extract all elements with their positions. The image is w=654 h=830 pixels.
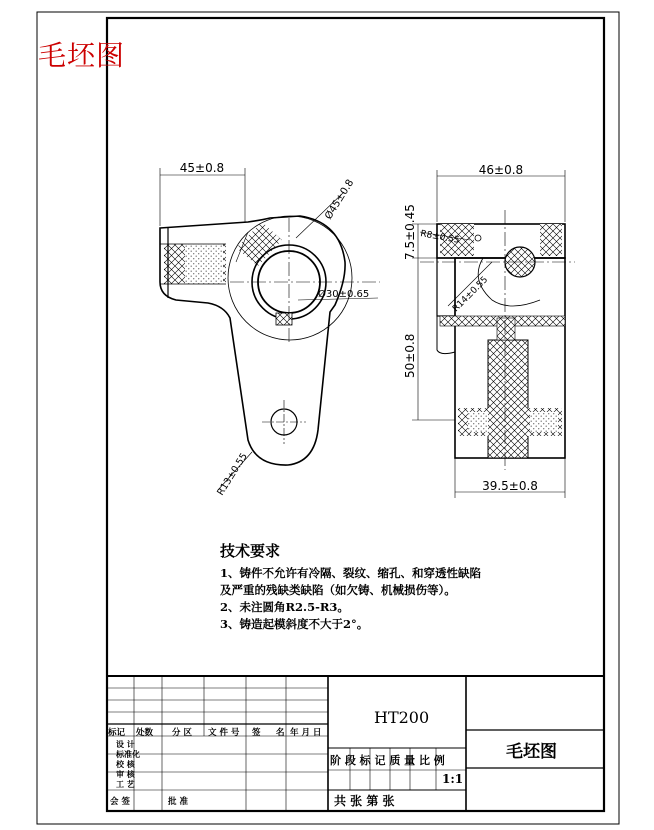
dim-r14-label: R14±0.55: [451, 275, 491, 315]
requirement-line-4: 3、铸造起模斜度不大于2°。: [220, 617, 369, 631]
tb-header-doc: 文 件 号: [208, 728, 240, 738]
tb-countersign: 会 签: [110, 797, 130, 807]
side-view: [412, 170, 575, 498]
dim-r13-label: R13±0.55: [215, 451, 250, 498]
dim-r8-label: R8±0.55: [419, 229, 461, 246]
front-view: [160, 168, 380, 490]
technical-requirements: [220, 540, 481, 633]
requirement-line-2: 及严重的残缺类缺陷（如欠铸、机械损伤等）。: [220, 583, 456, 597]
page-label-red: 毛坯图: [38, 39, 126, 72]
dim-45-label: 45±0.8: [179, 161, 225, 175]
tb-drawing-name: 毛坯图: [506, 742, 557, 762]
dim-50-label: 50±0.8: [403, 333, 417, 378]
tb-header-count: 处数: [136, 728, 154, 738]
tb-design: 设 计: [116, 739, 135, 749]
tb-header-zone: 分 区: [172, 728, 192, 738]
tb-stage-labels: 阶 段 标 记 质 量 比 例: [330, 754, 445, 767]
tb-header-sign: 签: [252, 728, 261, 738]
tb-header-date: 年 月 日: [290, 728, 322, 738]
requirements-heading: 技术要求: [220, 542, 281, 560]
tb-header-mark: 标记: [108, 728, 126, 738]
tb-material: HT200: [374, 708, 430, 727]
dim-46-label: 46±0.8: [478, 163, 524, 177]
tb-header-name: 名: [276, 728, 285, 738]
requirement-line-1: 1、铸件不允许有冷隔、裂纹、缩孔、和穿透性缺陷: [220, 566, 481, 580]
requirement-line-3: 2、未注圆角R2.5-R3。: [220, 600, 349, 614]
tb-check: 校 核: [116, 759, 135, 769]
tb-process: 工 艺: [116, 779, 135, 789]
dim-dia45-label: Ø45±0.8: [323, 177, 357, 222]
dim-dia30-label: Ø30±0.65: [318, 289, 370, 300]
tb-approve: 审 核: [116, 769, 135, 779]
dim-395-label: 39.5±0.8: [482, 479, 538, 493]
tb-authorize: 批 准: [168, 797, 188, 807]
tb-scale: 1:1: [442, 772, 464, 786]
tb-sheets: 共 张 第 张: [334, 794, 395, 808]
dim-75-label: 7.5±0.45: [403, 204, 417, 260]
tb-standardize: 标准化: [116, 749, 140, 759]
